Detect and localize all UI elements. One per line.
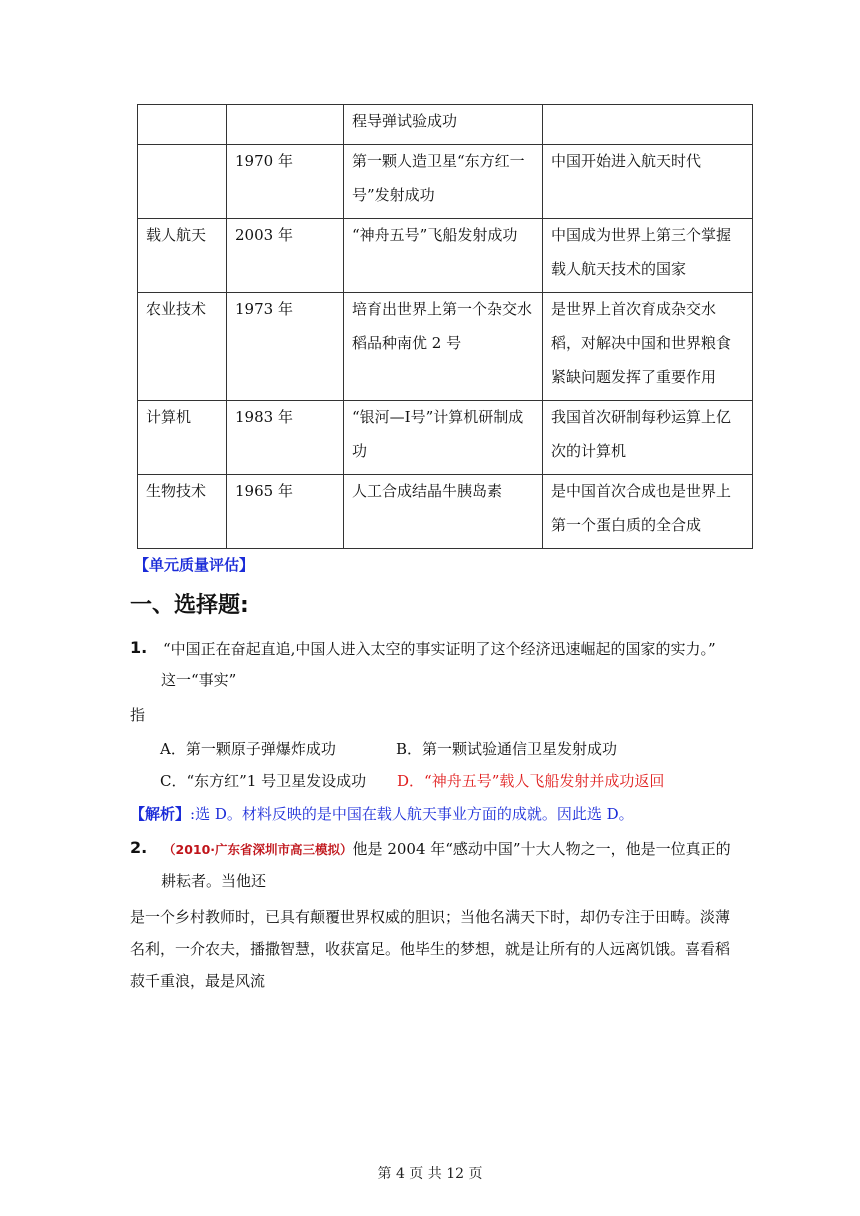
table-row (138, 475, 753, 549)
table-cell-text: “银河—Ⅰ号”计算机研制成功 (352, 408, 524, 460)
table-cell (227, 219, 344, 293)
table-cell (543, 219, 753, 293)
table-cell-text: 中国开始进入航天时代 (551, 152, 702, 170)
table-cell (344, 293, 543, 401)
table-cell (344, 145, 543, 219)
table-cell (138, 145, 227, 219)
question-2-text: 他是 2004 年“感动中国”十大人物之一，他是一位真正的 (352, 840, 731, 858)
table-row (138, 105, 753, 145)
table-row (138, 401, 753, 475)
question-1-line-1: “中国正在奋起直追,中国人进入太空的事实证明了这个经济迅速崛起的国家的实力。” (163, 640, 716, 658)
question-1-line-3: 指 (130, 706, 146, 724)
page-footer: 第 4 页 共 12 页 (377, 1166, 483, 1182)
table-cell-text: “神舟五号”飞船发射成功 (352, 226, 518, 244)
table-cell-text: 2003 年 (235, 226, 293, 244)
analysis-tag: 【解析】 (130, 805, 191, 823)
table-cell-text: 计算机 (146, 408, 192, 426)
table-row (138, 219, 753, 293)
table-cell-text: 载人航天 (146, 226, 207, 244)
table-cell-text: 是世界上首次育成杂交水稻，对解决中国和世界粮食紧缺问题发挥了重要作用 (551, 300, 732, 386)
table-cell-text: 培育出世界上第一个杂交水稻品种南优 2 号 (352, 300, 533, 352)
table-cell-text: 程导弹试验成功 (352, 112, 458, 130)
table-cell (543, 475, 753, 549)
table-cell-text: 人工合成结晶牛胰岛素 (352, 482, 503, 500)
table-row (138, 293, 753, 401)
question-2-line-1 (163, 838, 731, 859)
table-cell-text: 1970 年 (235, 152, 293, 170)
question-2-source: （2010·广东省深圳市高三模拟） (163, 842, 353, 857)
table-cell-text: 1965 年 (235, 482, 293, 500)
table-cell-text: 1983 年 (235, 408, 293, 426)
table-cell (138, 105, 227, 145)
section-label: 【单元质量评估】 (134, 556, 255, 574)
table-cell (227, 401, 344, 475)
table-cell (227, 105, 344, 145)
table-cell (543, 293, 753, 401)
table-cell (344, 219, 543, 293)
table-cell (138, 219, 227, 293)
table-cell-text: 1973 年 (235, 300, 293, 318)
option-d-answer: D．“神舟五号”载人飞船发射并成功返回 (397, 772, 665, 790)
table-cell (344, 475, 543, 549)
section-heading: 一、选择题: (130, 593, 249, 618)
table-cell (138, 475, 227, 549)
table-cell (227, 475, 344, 549)
table-cell-text: 第一颗人造卫星“东方红一号”发射成功 (352, 152, 525, 204)
option-a: A．第一颗原子弹爆炸成功 (160, 740, 336, 758)
table-cell-text: 我国首次研制每秒运算上亿次的计算机 (551, 408, 732, 460)
question-1-line-2: 这一“事实” (161, 671, 237, 689)
table-cell (543, 145, 753, 219)
table-cell (543, 105, 753, 145)
question-2-line-5: 菽千重浪，最是风流 (130, 972, 266, 990)
table-cell (138, 401, 227, 475)
table-cell-text: 是中国首次合成也是世界上第一个蛋白质的全合成 (551, 482, 732, 534)
table-row (138, 145, 753, 219)
table-cell (138, 293, 227, 401)
table-cell (227, 293, 344, 401)
question-2-line-2: 耕耘者。当他还 (161, 872, 267, 890)
tech-achievements-table (137, 104, 753, 549)
table-cell (227, 145, 344, 219)
analysis (130, 803, 634, 824)
question-1-number: 1. (130, 638, 148, 657)
table-cell-text: 农业技术 (146, 300, 207, 318)
table-cell-text: 中国成为世界上第三个掌握载人航天技术的国家 (551, 226, 732, 278)
table-cell (543, 401, 753, 475)
analysis-text: :选 D。材料反映的是中国在载人航天事业方面的成就。因此选 D。 (190, 805, 634, 823)
table-cell-text: 生物技术 (146, 482, 207, 500)
table-cell (344, 105, 543, 145)
table-cell (344, 401, 543, 475)
question-2-number: 2. (130, 838, 148, 857)
question-2-line-3: 是一个乡村教师时，已具有颠覆世界权威的胆识；当他名满天下时，却仍专注于田畴。淡薄 (130, 908, 731, 926)
option-b: B．第一颗试验通信卫星发射成功 (396, 740, 618, 758)
question-2-line-4: 名利，一介农夫，播撒智慧，收获富足。他毕生的梦想，就是让所有的人远离饥饿。喜看稻 (130, 940, 731, 958)
option-c: C．“东方红”1 号卫星发设成功 (160, 772, 367, 790)
